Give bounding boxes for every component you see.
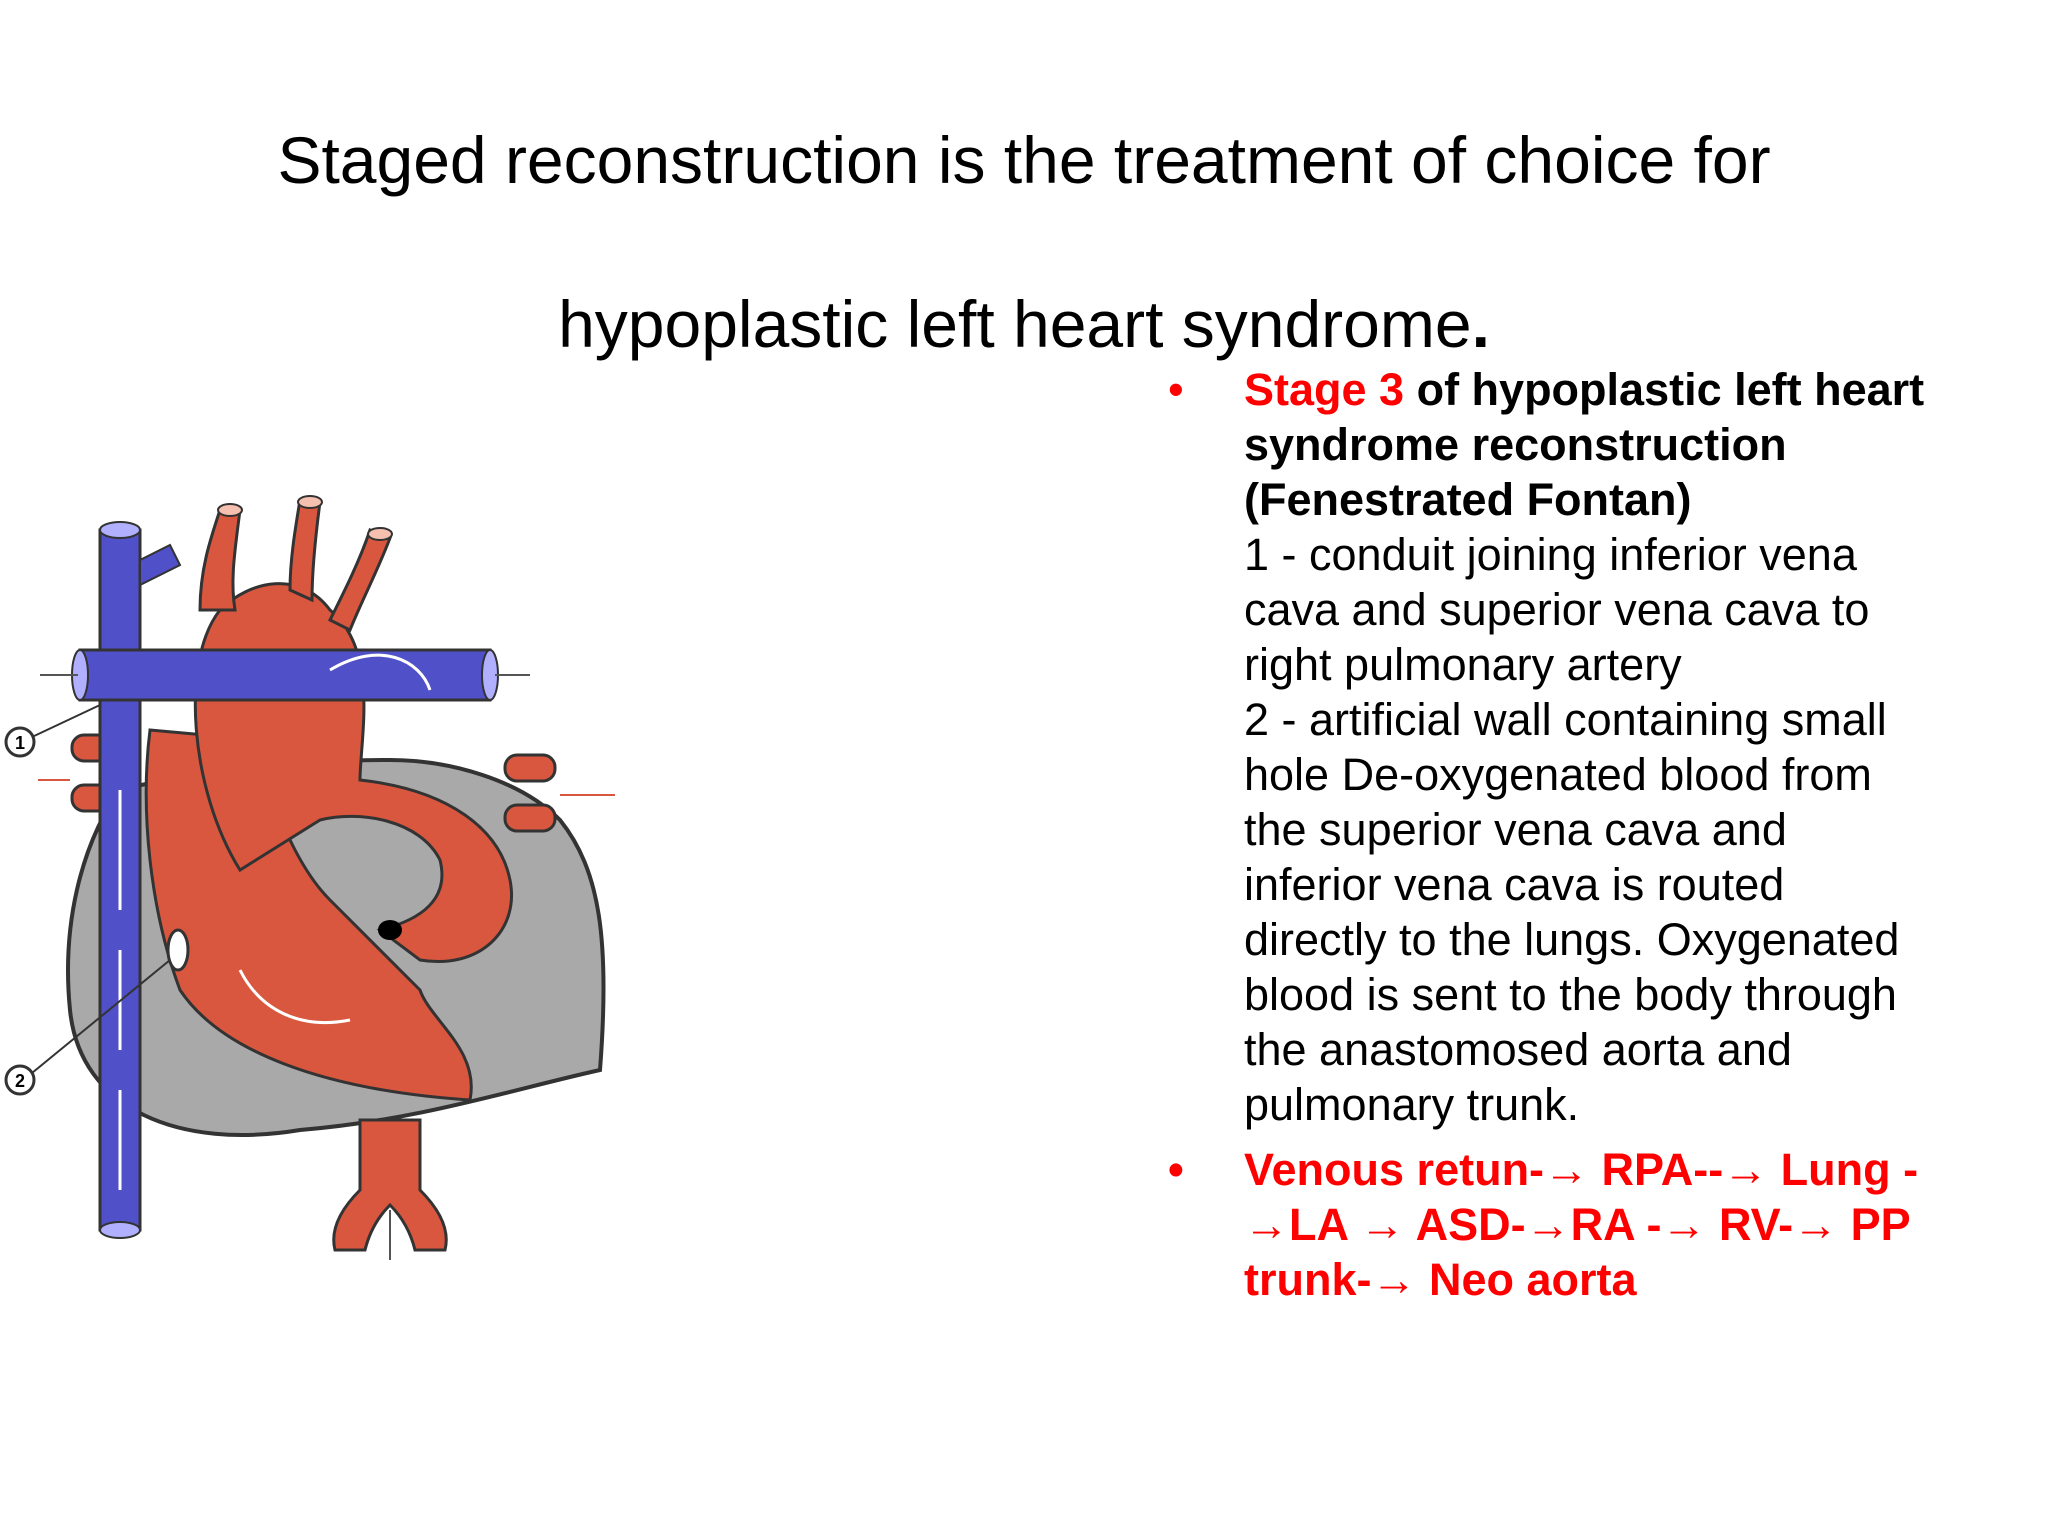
heading-rest: of hypoplastic left heart [1404,364,1925,415]
fontan-heart-diagram [0,490,640,1270]
bullet-marker: • [1168,1144,1184,1195]
bullet-marker: • [1168,364,1184,415]
body-line: right pulmonary artery [1244,639,1682,690]
body-line: blood is sent to the body through [1244,969,1897,1020]
body-line: cava and superior vena cava to [1244,584,1870,635]
body-line: the anastomosed aorta and [1244,1024,1792,1075]
title-period: . [1471,287,1490,361]
body-line: the superior vena cava and [1244,804,1787,855]
body-line: hole De-oxygenated blood from [1244,749,1872,800]
slide-title [0,78,2048,406]
callout-2-label: 2 [14,1071,26,1091]
head-vessel-right [330,530,390,630]
flow-line: trunk-→ Neo aorta [1244,1254,1637,1305]
content-bullet-list [1160,362,2040,1317]
head-vessel-left [200,510,240,610]
body-line: pulmonary trunk. [1244,1079,1580,1130]
pulmonary-vein-right-upper [505,755,555,781]
bullet-item-stage3 [1160,362,2040,1132]
title-line-2-text: hypoplastic left heart syndrome [558,287,1472,361]
body-line: 1 - conduit joining inferior vena [1244,529,1857,580]
flow-line: →LA → ASD-→RA -→ RV-→ PP [1244,1199,1911,1250]
head-vessel-middle [290,500,320,600]
heading-line-2: syndrome reconstruction [1244,419,1787,470]
body-line: inferior vena cava is routed [1244,859,1785,910]
stage-label: Stage 3 [1244,364,1405,415]
heading-line-3: (Fenestrated Fontan) [1244,474,1692,525]
pulmonary-vein-right-lower [505,805,555,831]
bullet-item-flow-path [1160,1142,2040,1307]
fenestration [168,930,188,970]
body-line: 2 - artificial wall containing small [1244,694,1887,745]
body-line: directly to the lungs. Oxygenated [1244,914,1900,965]
callout-1-label: 1 [14,733,26,753]
title-line-1: Staged reconstruction is the treatment of choice for [277,123,1771,197]
flow-line: Venous retun-→ RPA--→ Lung - [1244,1144,1919,1195]
pulmonary-artery [80,650,490,700]
